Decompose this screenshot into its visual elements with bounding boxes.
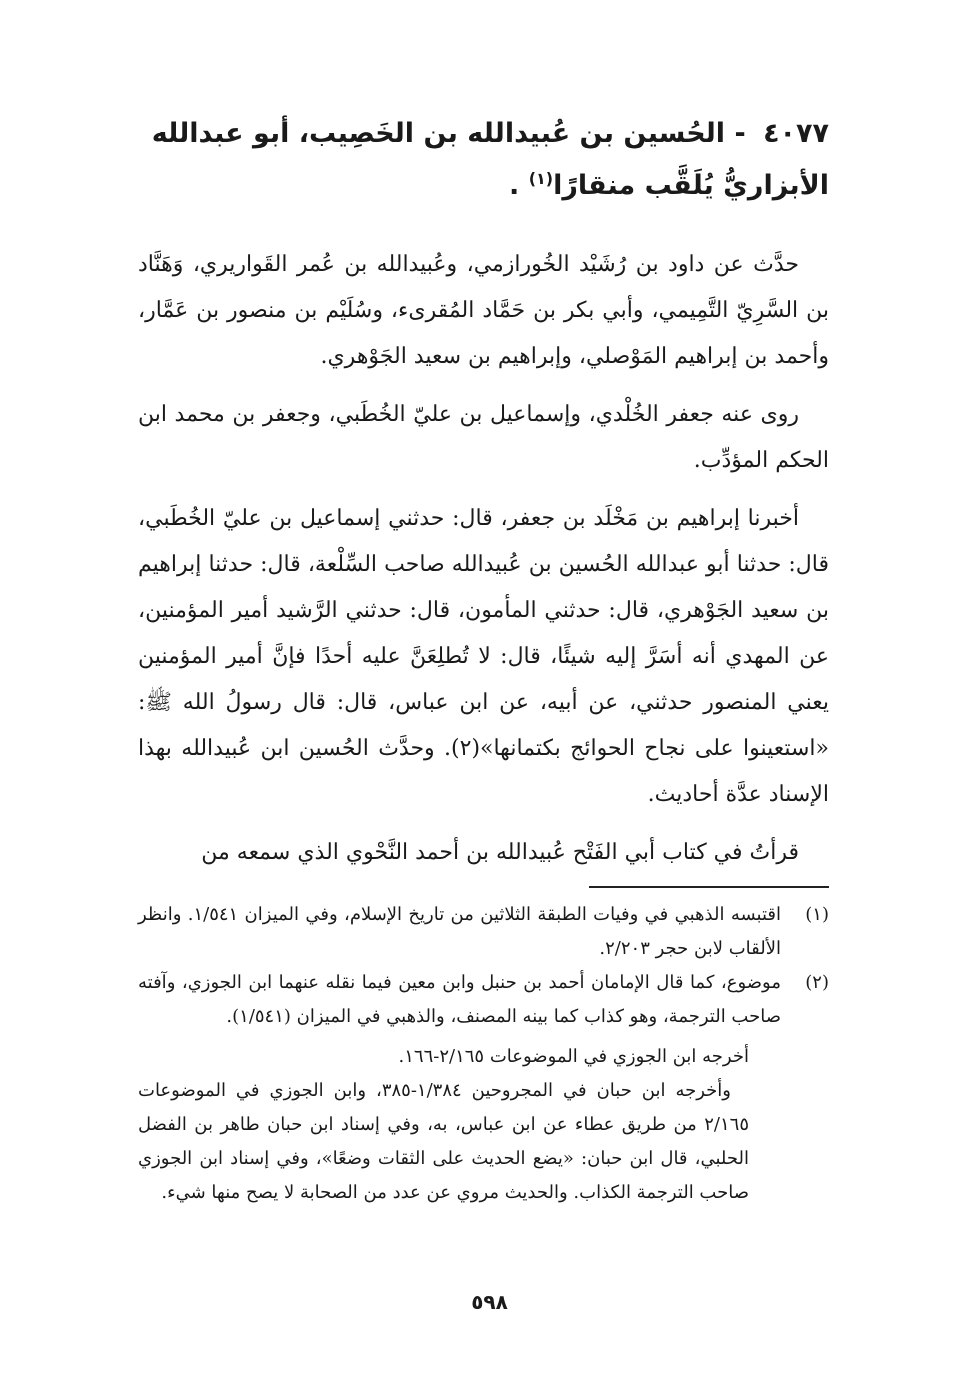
footnote-2-continuation-1: أخرجه ابن الجوزي في الموضوعات ٢/١٦٥-١٦٦. bbox=[398, 1046, 749, 1067]
footnote-2 bbox=[138, 966, 829, 1034]
entry-heading bbox=[138, 108, 829, 212]
entry-number: ٤٠٧٧ bbox=[763, 118, 829, 149]
entry-title-text: الحُسين بن عُبيدالله بن الخَصِيب، أبو عبدالله الأبزاريُّ يُلَقَّب منقارًا bbox=[151, 118, 829, 201]
footnotes bbox=[138, 898, 829, 1210]
footnote-ref-1[interactable]: (١) bbox=[528, 169, 554, 188]
paragraph-narrated-from: حدَّث عن داود بن رُشَيْد الخُورازمي، وعُبيدالله بن عُمر القَواريري، وَهَنَّاد بن السَّرِيّ التَّمِيمي، وأبي بكر بن حَمَّاد المُقرىء، وسُلَيْم بن منصور بن عَمَّار، وأحمد بن إبراهيم المَوْصلي، وإبراهيم بن سعيد الجَوْهري. bbox=[138, 252, 829, 369]
paragraph-narrated-by: روى عنه جعفر الخُلْدي، وإسماعيل بن عليّ الخُطَبي، وجعفر بن محمد ابن الحكم المؤدِّب. bbox=[138, 402, 829, 473]
footnote-separator bbox=[589, 886, 829, 888]
entry-title-end: . bbox=[509, 170, 529, 201]
paragraph-read-in-book: قرأتُ في كتاب أبي الفَتْح عُبيدالله بن أحمد النَّحْوي الذي سمعه من bbox=[201, 840, 799, 865]
paragraph-hadith-chain: أخبرنا إبراهيم بن مَخْلَد بن جعفر، قال: حدثني إسماعيل بن عليّ الخُطَبي، قال: حدثنا أبو عبدالله الحُسين بن عُبيدالله صاحب السِّلْعة، قال: حدثنا إبراهيم بن سعيد الجَوْهري، قال: حدثني المأمون، قال: حدثني الرَّشيد أمير المؤمنين، عن المهدي أنه أسَرَّ إليه شيئًا، قال: لا تُطلِعَنَّ عليه أحدًا فإنَّ أمير المؤمنين يعني المنصور حدثني، عن أبيه، عن ابن عباس، قال: قال رسولُ الله ﷺ: «استعينوا على نجاح الحوائج بكتمانها»(٢). وحدَّث الحُسين ابن عُبيدالله بهذا الإسناد عدَّة أحاديث. bbox=[138, 506, 830, 807]
footnote-2-continuation-2: وأخرجه ابن حبان في المجروحين ١/٣٨٤-٣٨٥، وابن الجوزي في الموضوعات ٢/١٦٥ من طريق عطاء عن ابن عباس، به، وفي إسناد ابن حبان طاهر بن الفضل الحلبي، قال ابن حبان: «يضع الحديث على الثقات وضعًا»، وفي إسناد ابن الجوزي صاحب الترجمة الكذاب. والحديث مروي عن عدد من الصحابة لا يصح منها شيء. bbox=[138, 1080, 749, 1203]
footnote-1 bbox=[138, 898, 829, 966]
footnote-number: (٢) bbox=[805, 972, 829, 993]
page-number: ٥٩٨ bbox=[471, 1290, 508, 1314]
footnote-text: اقتبسه الذهبي في وفيات الطبقة الثلاثين من تاريخ الإسلام، وفي الميزان ١/٥٤١. وانظر الألقاب لابن حجر ٢/٢٠٣. bbox=[138, 904, 781, 959]
footnote-number: (١) bbox=[805, 904, 829, 925]
footnote-text: موضوع، كما قال الإمامان أحمد بن حنبل وابن معين فيما نقله عنهما ابن الجوزي، وآفته صاحب الترجمة، وهو كذاب كما بينه المصنف، والذهبي في الميزان (١/٥٤١). bbox=[138, 972, 781, 1027]
entry-dash: - bbox=[734, 118, 746, 149]
